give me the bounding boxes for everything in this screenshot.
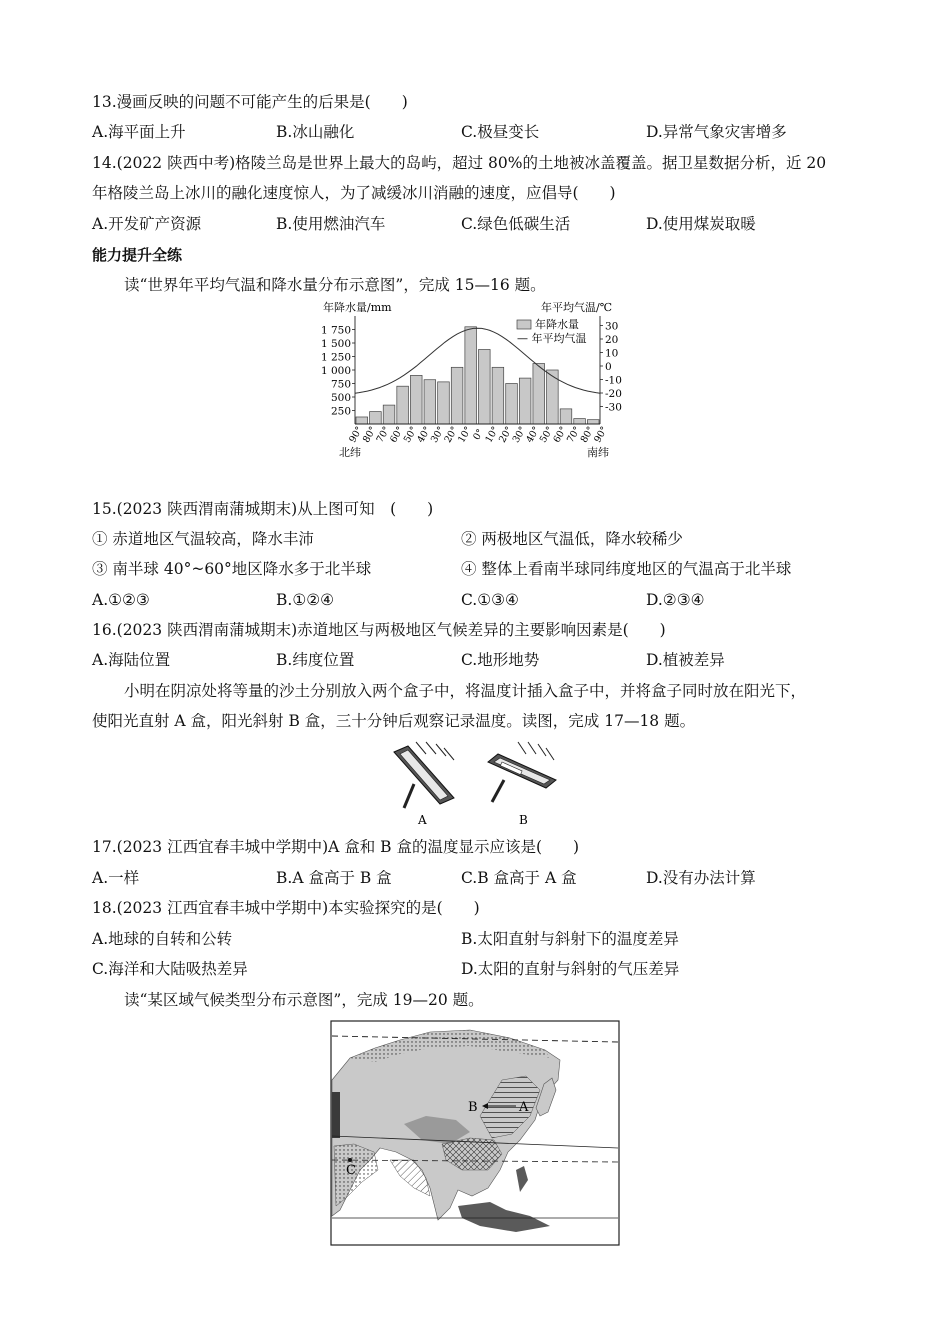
chart-x-label-north: 北纬 [339,446,361,459]
y2-tick-label: 20 [605,334,619,346]
precip-bar [492,367,504,424]
x-tick-label: 60° [388,424,407,445]
x-tick-label: 70° [374,424,393,445]
chart-y2-axis-label: 年平均气温/℃ [541,301,613,314]
x-tick-label: 60° [551,424,570,445]
box-a-label: A [418,813,427,827]
climate-region-map [330,1020,620,1246]
x-tick-label: 30° [428,424,447,445]
q17-option-b: B.A 盒高于 B 盒 [276,869,392,887]
y-tick-label: 1 250 [320,351,351,364]
precip-bar [451,367,463,424]
precip-bar [506,384,518,425]
q18-option-a: A.地球的自转和公转 [92,930,233,948]
intro-17-18-line2: 使阳光直射 A 盒，阳光斜射 B 盒，三十分钟后观察记录温度。读图，完成 17—18 题。 [92,712,696,730]
q15-stem: 15.(2023 陕西渭南蒲城期末)从上图可知 ( ) [92,500,434,518]
map-point-c [348,1158,352,1162]
q16-stem: 16.(2023 陕西渭南蒲城期末)赤道地区与两极地区气候差异的主要影响因素是( ) [92,621,666,639]
q18-option-d: D.太阳的直射与斜射的气压差异 [461,960,680,978]
chart-legend [517,317,587,345]
precip-bar [397,386,409,424]
x-tick-label: 30° [510,424,529,445]
q17-option-d: D.没有办法计算 [646,869,756,887]
y2-tick-label: 0 [605,361,612,373]
map-label-b: B [468,1100,478,1115]
x-tick-label: 10° [483,424,502,445]
x-tick-label: 20° [497,424,515,445]
precip-bar [519,378,531,424]
intro-19-20: 读“某区域气候类型分布示意图”，完成 19—20 题。 [124,991,484,1009]
q14-option-a: A.开发矿产资源 [92,215,202,233]
q13-stem: 13.漫画反映的问题不可能产生的后果是( ) [92,93,408,111]
box-b-label: B [519,813,528,827]
q15-option-b: B.①②④ [276,591,335,609]
precip-bar [560,409,572,424]
intro-15-16: 读“世界年平均气温和降水量分布示意图”，完成 15—16 题。 [124,276,546,294]
q17-stem: 17.(2023 江西宜春丰城中学期中)A 盒和 B 盒的温度显示应该是( ) [92,838,580,856]
precip-bar [410,375,422,424]
y2-tick-label: -30 [605,401,622,414]
x-tick-label: 70° [565,424,584,445]
precip-bar [479,349,491,424]
y-tick-label: 1 000 [320,365,351,377]
precip-bar [383,405,395,424]
q17-option-a: A.一样 [92,869,140,887]
q16-option-b: B.纬度位置 [276,651,355,669]
intro-17-18-line1: 小明在阴凉处将等量的沙土分别放入两个盒子中，将温度计插入盒子中，并将盒子同时放在阳光下， [124,682,807,700]
q14-stem-line1: 14.(2022 陕西中考)格陵兰岛是世界上最大的岛屿，超过 80%的土地被冰盖覆盖。据卫星数据分析，近 20 [92,154,827,172]
x-tick-label: 50° [401,424,420,445]
q15-statement-3: ③ 南半球 40°~60°地区降水多于北半球 [92,560,372,578]
precip-bar [533,364,545,424]
q14-stem-line2: 年格陵兰岛上冰川的融化速度惊人，为了减缓冰川消融的速度，应倡导( ) [92,184,616,202]
y-tick-label: 500 [330,392,351,404]
y-tick-label: 1 500 [320,338,351,350]
x-tick-label: 10° [456,424,475,445]
box-a [394,742,454,827]
y-tick-label: 1 750 [320,324,351,337]
x-tick-label: 80° [360,424,379,445]
q14-option-b: B.使用燃油汽车 [276,215,386,233]
q16-option-d: D.植被差异 [646,651,725,669]
climate-chart [315,296,635,468]
y2-tick-label: -10 [605,374,622,387]
chart-y-axis-label: 年降水量/mm [323,301,392,314]
legend-swatch-bars [517,320,531,329]
q15-option-c: C.①③④ [461,591,519,609]
map-label-a: A [519,1100,529,1115]
legend-temp: — 年平均气温 [517,332,587,345]
q16-option-c: C.地形地势 [461,651,540,669]
q16-option-a: A.海陆位置 [92,651,171,669]
precip-bar [438,382,450,424]
q17-option-c: C.B 盒高于 A 盒 [461,869,577,887]
q15-statement-1: ① 赤道地区气温较高，降水丰沛 [92,530,314,548]
x-tick-label: 0° [471,427,487,443]
y-tick-label: 250 [330,405,351,418]
legend-precip: 年降水量 [535,318,579,331]
q15-option-a: A.①②③ [92,591,150,609]
chart-x-label-south: 南纬 [587,446,609,459]
precip-bar [356,417,368,424]
q13-option-c: C.极昼变长 [461,123,540,141]
precip-bar [587,420,599,424]
q13-option-a: A.海平面上升 [92,123,186,141]
q14-option-d: D.使用煤炭取暖 [646,215,756,233]
q18-option-b: B.太阳直射与斜射下的温度差异 [461,930,679,948]
x-tick-label: 80° [578,424,597,445]
y2-tick-label: 10 [605,347,619,360]
precip-bar [424,380,436,424]
precip-bar [574,419,586,424]
q13-option-b: B.冰山融化 [276,123,355,141]
q18-stem: 18.(2023 江西宜春丰城中学期中)本实验探究的是( ) [92,899,480,917]
y-tick-label: 750 [330,378,351,391]
x-tick-label: 40° [415,424,434,445]
precip-bar [465,327,477,424]
q14-option-c: C.绿色低碳生活 [461,215,571,233]
y2-tick-label: -20 [605,388,622,400]
section-title: 能力提升全练 [92,246,183,264]
y2-tick-label: 30 [605,320,619,333]
x-tick-label: 90° [592,424,611,445]
q15-statement-4: ④ 整体上看南半球同纬度地区的气温高于北半球 [461,560,792,578]
x-tick-label: 90° [347,424,366,445]
x-tick-label: 50° [537,424,556,445]
x-tick-label: 20° [442,424,461,445]
x-tick-label: 40° [524,424,543,445]
box-b [488,742,556,827]
q18-option-c: C.海洋和大陆吸热差异 [92,960,248,978]
sun-angle-boxes-figure [380,740,570,828]
q15-statement-2: ② 两极地区气温低，降水较稀少 [461,530,683,548]
q15-option-d: D.②③④ [646,591,705,609]
west-coast-strip [332,1092,340,1138]
map-label-c: C [346,1163,356,1178]
precip-bar [370,412,382,424]
q13-option-d: D.异常气象灾害增多 [646,123,787,141]
